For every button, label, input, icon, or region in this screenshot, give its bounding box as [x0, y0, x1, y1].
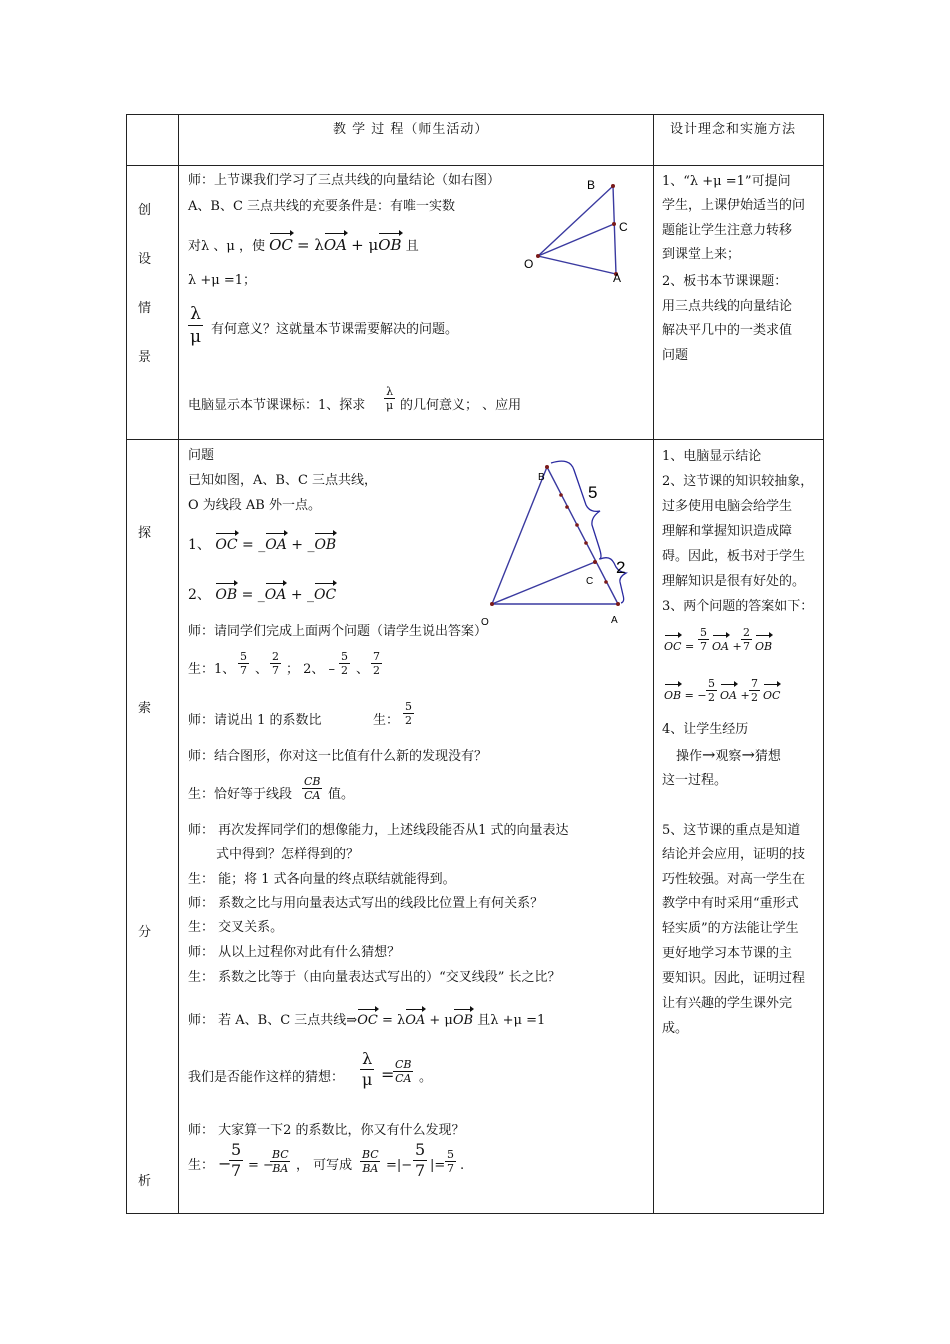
s2-student-3-pre: 生：恰好等于线段 [188, 787, 293, 802]
note-ans2-frac2: $\frac{7}{2}$ [751, 677, 758, 704]
figure1-point-b [611, 184, 615, 188]
s2-note-1: 1、电脑显示结论 [662, 449, 762, 464]
figure1-label-c: C [619, 220, 628, 234]
figure1-label-o: O [524, 257, 534, 271]
fraction-cb-ca: $\frac{CB}{CA}$ [304, 775, 321, 802]
header-design: 设计理念和实施方法 [670, 122, 797, 137]
figure2-brace-bc [551, 461, 601, 559]
guess-fraction-lambda-mu: $\frac{\lambda}{\mu}$ [362, 1049, 373, 1089]
figure1-segment-oc [538, 224, 614, 256]
s2-note-2: 2、这节课的知识较抽象， [662, 474, 814, 489]
note-ans1-lhs: OC = [664, 638, 694, 656]
s1-note-8: 问题 [662, 348, 689, 363]
s1-line6-pre: 电脑显示本节课课标：1、探求 [188, 398, 366, 413]
answer-sep-2: ； 2、 – [286, 662, 336, 677]
col-divider-2 [653, 114, 654, 1214]
s2-question-line2: O 为线段 AB 外一点。 [188, 498, 321, 513]
note-ans1-end: OB [755, 638, 772, 656]
answer-fraction-4: $\frac{7}{2}$ [373, 650, 380, 677]
answer-fraction-2: $\frac{2}{7}$ [272, 650, 279, 677]
s2-last-eq1: = − [248, 1158, 274, 1173]
figure2-label-c: C [586, 576, 594, 587]
s2-note2-4: 教学中有时采用“重形式 [662, 896, 799, 911]
answer-sep-1: 、 [255, 662, 269, 677]
s1-note-1: 1、“λ +μ =1”可提问 [662, 174, 791, 189]
answer-fraction-3: $\frac{5}{2}$ [341, 650, 348, 677]
figure1-point-c [612, 222, 616, 226]
s1-note-6: 用三点共线的向量结论 [662, 299, 793, 314]
s2-student-3-post: 值。 [328, 787, 355, 802]
s2-answer-prefix: 生：1、 [188, 662, 236, 677]
s2-note2-6: 更好地学习本节课的主 [662, 946, 793, 961]
guess-equals: = [381, 1065, 395, 1084]
s2-teacher-3: 师：结合图形，你对这一比值有什么新的发现没有？ [188, 749, 488, 764]
row-divider-1 [126, 165, 824, 166]
s2-teacher-6: 师： 从以上过程你对此有什么猜想？ [188, 945, 401, 960]
section1-label-3: 情 [138, 301, 152, 316]
figure1-label-b: B [587, 178, 596, 192]
s2-teacher-7: 师： 若 A、B、C 三点共线⇒OC = λOA + μOB 且λ +μ =1 [188, 1013, 546, 1028]
note-ans1-frac2: $\frac{2}{7}$ [743, 626, 750, 653]
figure1-point-o [536, 254, 540, 258]
figure2-tick-3 [575, 523, 579, 527]
s2-question-1: 1、 OC = _OA + _OB [188, 537, 337, 553]
figure2-point-a [616, 602, 620, 606]
note-ans2-lhs: OB = − [664, 687, 707, 705]
section2-label-2: 索 [138, 701, 152, 716]
s2-student-5: 生： 交叉关系。 [188, 920, 284, 935]
s1-note-2: 学生，上课伊始适当的问 [662, 198, 806, 213]
row-divider-2 [126, 439, 824, 440]
section2-label-1: 探 [138, 526, 152, 541]
s2-last-pre: 生： [188, 1158, 215, 1173]
s2-last-eq3: |= [430, 1158, 446, 1173]
figure2-segment-oc [492, 562, 595, 604]
s2-note2-7: 要知识。因此，证明过程 [662, 971, 806, 986]
s2-teacher-4a: 师： 再次发挥同学们的想像能力，上述线段能否从1 式的向量表达 [188, 823, 569, 838]
ratio-fraction-5-2: $\frac{5}{2}$ [405, 700, 412, 727]
s2-note2-5: 轻实质”的方法能让学生 [662, 921, 799, 936]
s2-question-line1: 已知如图，A、B、C 三点共线， [188, 473, 378, 488]
s2-student-2: 生： [373, 713, 400, 728]
fraction-lambda-mu: $\frac{\lambda}{\mu}$ [190, 304, 202, 347]
figure1-label-a: A [613, 271, 622, 285]
s2-teacher-1: 师：请同学们完成上面两个问题（请学生说出答案） [188, 624, 488, 639]
note-ans2-mid: OA + [720, 687, 750, 705]
figure2-brace-label-2: 2 [616, 558, 626, 577]
arrow-icon: → [702, 745, 716, 764]
vector-ob: OB [378, 236, 402, 254]
figure2-brace-label-5: 5 [588, 483, 598, 502]
figure2-segment-ba [547, 467, 618, 604]
s2-teacher-4b: 式中得到？怎样得到的？ [216, 847, 360, 862]
last-fraction-bc-ba-2: $\frac{BC}{BA}$ [362, 1148, 379, 1175]
figure2-point-b [545, 465, 549, 469]
section2-label-3: 分 [138, 925, 152, 940]
s1-note-5: 2、板书本节课课题： [662, 274, 788, 289]
answer-fraction-1: $\frac{5}{7}$ [240, 650, 247, 677]
s2-last-end: . [460, 1158, 465, 1173]
collinear-figure-1 [520, 172, 640, 287]
note-ans2-frac1: $\frac{5}{2}$ [708, 677, 715, 704]
answer-sep-3: 、 [356, 662, 370, 677]
last-fraction-5-7-result: $\frac{5}{7}$ [447, 1148, 454, 1175]
s2-note2-8: 让有兴趣的学生课外完 [662, 996, 793, 1011]
figure2-label-a: A [611, 615, 618, 626]
note-ans1-frac1: $\frac{5}{7}$ [700, 626, 707, 653]
note-ans1-mid: OA + [712, 638, 742, 656]
s1-note-3: 题能让学生注意力转移 [662, 223, 793, 238]
collinear-figure-2 [478, 455, 638, 630]
col-divider-1 [178, 114, 179, 1214]
s2-note-6: 理解知识是很有好处的。 [662, 574, 806, 589]
s2-note-flow-end: 这一过程。 [662, 773, 728, 788]
s2-last-minus: − [218, 1154, 232, 1173]
last-fraction-bc-ba-1: $\frac{BC}{BA}$ [272, 1148, 289, 1175]
section1-label-2: 设 [138, 252, 152, 267]
s2-teacher-2: 师：请说出 1 的系数比 [188, 713, 322, 728]
section1-label-1: 创 [138, 203, 152, 218]
figure2-label-b: B [538, 472, 545, 483]
header-process: 教 学 过 程（师生活动） [333, 122, 489, 137]
s2-note2-9: 成。 [662, 1021, 689, 1036]
s2-note-4: 理解和掌握知识造成障 [662, 524, 793, 539]
s2-note2-1: 5、这节课的重点是知道 [662, 823, 801, 838]
s2-student-4: 生： 能；将 1 式各向量的终点联结就能得到。 [188, 872, 456, 887]
figure2-point-o [490, 602, 494, 606]
figure2-point-c [593, 560, 597, 564]
s2-question-2: 2、 OB = _OA + _OC [188, 587, 337, 603]
s1-line1: 师：上节课我们学习了三点共线的向量结论（如右图） [188, 173, 501, 188]
section1-label-4: 景 [138, 350, 152, 365]
last-fraction-5-7: $\frac{5}{7}$ [231, 1140, 242, 1180]
s2-note-5: 碍。因此，板书对于学生 [662, 549, 806, 564]
figure2-tick-5 [604, 580, 608, 584]
guess-end: 。 [419, 1070, 433, 1085]
note-ans2-end: OC [763, 687, 780, 705]
s2-note2-2: 结论并会应用，证明的技 [662, 847, 806, 862]
s2-note-flow: 操作→观察→猜想 [676, 745, 781, 764]
figure2-tick-4 [584, 541, 588, 545]
s2-note-3: 过多使用电脑会给学生 [662, 499, 793, 514]
last-fraction-5-7-abs: $\frac{5}{7}$ [415, 1140, 426, 1180]
s1-line3: 对λ 、μ ，使 OC = λOA + μOB 且 [188, 236, 419, 254]
s2-note-item4: 4、让学生经历 [662, 722, 749, 737]
figure2-tick-1 [559, 493, 563, 497]
figure2-label-o: O [481, 617, 489, 628]
figure2-segment-ob [492, 467, 547, 604]
s2-note2-3: 巧性较强。对高一学生在 [662, 872, 806, 887]
s1-line2: A、B、C 三点共线的充要条件是：有唯一实数 [188, 199, 456, 214]
arrow-icon: → [741, 745, 755, 764]
vector-oa: OA [323, 236, 347, 254]
s2-question-title: 问题 [188, 448, 215, 463]
s2-teacher-8: 师： 大家算一下2 的系数比，你又有什么发现？ [188, 1123, 465, 1138]
fraction-lambda-mu-small: $\frac{\lambda}{\mu}$ [386, 385, 394, 412]
s2-guess-pre: 我们是否能作这样的猜想： [188, 1070, 345, 1085]
s1-note-4: 到课堂上来； [662, 247, 741, 262]
figure1-triangle [538, 186, 616, 274]
s2-student-6: 生： 系数之比等于（由向量表达式写出的）“交叉线段” 长之比？ [188, 970, 561, 985]
s1-line6-post: 的几何意义； 、应用 [400, 398, 522, 413]
s2-last-eq2: =|− [386, 1158, 413, 1173]
s1-line4: λ +μ =1； [188, 273, 257, 288]
guess-fraction-cb-ca: $\frac{CB}{CA}$ [395, 1058, 412, 1085]
figure2-tick-2 [565, 505, 569, 509]
s1-note-7: 解决平几中的一类求值 [662, 323, 793, 338]
s2-note-7: 3、两个问题的答案如下： [662, 599, 814, 614]
vector-oc: OC [269, 236, 293, 254]
s2-teacher-5: 师： 系数之比与用向量表达式写出的线段比位置上有何关系？ [188, 896, 544, 911]
section2-label-4: 析 [138, 1174, 152, 1189]
s1-line5: 有何意义？这就量本节课需要解决的问题。 [211, 322, 459, 337]
s2-last-mid: ， 可写成 [296, 1158, 353, 1173]
